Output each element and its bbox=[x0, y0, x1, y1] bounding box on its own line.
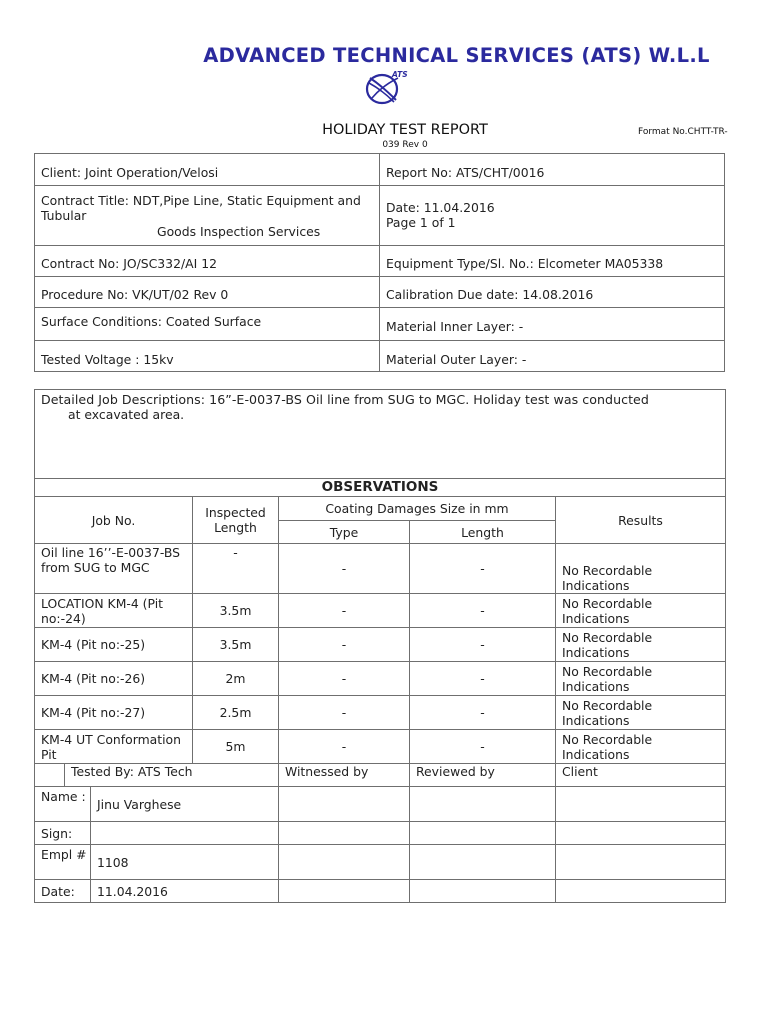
col-coating-damages: Coating Damages Size in mm bbox=[279, 497, 556, 521]
row-length: - bbox=[410, 730, 556, 764]
outer-layer-text: Material Outer Layer: - bbox=[386, 352, 527, 367]
client-sign bbox=[556, 822, 726, 845]
contract-title-continued: Goods Inspection Services bbox=[157, 223, 321, 239]
col-job-no: Job No. bbox=[35, 497, 193, 544]
procedure-cell bbox=[35, 277, 380, 308]
signoff-sign-row bbox=[35, 822, 726, 845]
surface-text: Surface Conditions: Coated Surface bbox=[41, 313, 262, 329]
row-job: KM-4 UT Conformation Pit bbox=[35, 730, 193, 764]
row-result: No Recordable Indications bbox=[556, 730, 726, 764]
signoff-corner bbox=[35, 764, 193, 787]
sign-label: Sign: bbox=[35, 822, 91, 844]
table-row bbox=[35, 696, 726, 730]
voltage-cell bbox=[35, 341, 380, 372]
row-type: - bbox=[279, 544, 410, 594]
reviewer-date bbox=[410, 880, 556, 903]
row-length: - bbox=[410, 662, 556, 696]
client-empl bbox=[556, 845, 726, 880]
col-type: Type bbox=[279, 521, 410, 544]
row-inspected: - bbox=[193, 544, 279, 594]
format-revision: 039 Rev 0 bbox=[382, 140, 428, 150]
inner-layer-cell bbox=[380, 308, 725, 341]
tested-by-label: Tested By: ATS Tech bbox=[70, 764, 193, 779]
signoff-date-row bbox=[35, 880, 726, 903]
date-cell bbox=[35, 880, 279, 903]
outer-layer-cell bbox=[380, 341, 725, 372]
signoff-name-row bbox=[35, 787, 726, 822]
reviewer-empl bbox=[410, 845, 556, 880]
witnessed-by-label: Witnessed by bbox=[279, 764, 410, 787]
row-result: No Recordable Indications bbox=[556, 628, 726, 662]
contract-title-cell bbox=[35, 186, 380, 246]
report-title: HOLIDAY TEST REPORT bbox=[322, 122, 488, 138]
report-no-cell bbox=[380, 154, 725, 186]
client-text: Client: Joint Operation/Velosi bbox=[41, 165, 219, 180]
row-length: - bbox=[410, 594, 556, 628]
col-inspected-length: Inspected Length bbox=[193, 497, 279, 544]
table-row bbox=[35, 594, 726, 628]
col-results: Results bbox=[556, 497, 726, 544]
empl-cell bbox=[35, 845, 279, 880]
row-type: - bbox=[279, 594, 410, 628]
row-result: No Recordable Indications bbox=[556, 594, 726, 628]
empl-label: Empl # bbox=[35, 845, 91, 879]
empl-value: 1108 bbox=[97, 854, 129, 870]
contract-title-text: Contract Title: NDT,Pipe Line, Static Equipment and Tubular bbox=[41, 192, 361, 223]
row-inspected: 5m bbox=[193, 730, 279, 764]
report-no-text: Report No: ATS/CHT/0016 bbox=[386, 165, 545, 180]
name-cell bbox=[35, 787, 279, 822]
row-length: - bbox=[410, 696, 556, 730]
tested-by-cont bbox=[193, 764, 279, 787]
procedure-text: Procedure No: VK/UT/02 Rev 0 bbox=[41, 287, 229, 302]
equipment-cell bbox=[380, 246, 725, 277]
witness-sign bbox=[279, 822, 410, 845]
row-type: - bbox=[279, 696, 410, 730]
observations-title: OBSERVATIONS bbox=[35, 479, 726, 497]
format-number: Format No.CHTT-TR- bbox=[638, 127, 728, 137]
reviewer-name bbox=[410, 787, 556, 822]
row-job: KM-4 (Pit no:-27) bbox=[35, 696, 193, 730]
row-type: - bbox=[279, 730, 410, 764]
client-sign-label: Client bbox=[556, 764, 726, 787]
company-name: ADVANCED TECHNICAL SERVICES (ATS) W.L.L bbox=[203, 44, 710, 67]
sign-cell bbox=[35, 822, 279, 845]
table-row bbox=[35, 628, 726, 662]
row-job: KM-4 (Pit no:-26) bbox=[35, 662, 193, 696]
row-result: No Recordable Indications bbox=[556, 662, 726, 696]
ats-logo bbox=[364, 68, 416, 106]
report-info-table bbox=[34, 153, 725, 372]
contract-no-cell bbox=[35, 246, 380, 277]
row-job: KM-4 (Pit no:-25) bbox=[35, 628, 193, 662]
date-label: Date: bbox=[35, 880, 91, 902]
row-inspected: 3.5m bbox=[193, 628, 279, 662]
client-name bbox=[556, 787, 726, 822]
table-row bbox=[35, 730, 726, 764]
row-type: - bbox=[279, 662, 410, 696]
voltage-text: Tested Voltage : 15kv bbox=[41, 352, 174, 367]
equipment-text: Equipment Type/Sl. No.: Elcometer MA05338 bbox=[386, 256, 664, 271]
name-label: Name : bbox=[35, 787, 91, 821]
contract-no-text: Contract No: JO/SC332/AI 12 bbox=[41, 256, 217, 271]
job-description-line2: at excavated area. bbox=[68, 407, 185, 422]
reviewer-sign bbox=[410, 822, 556, 845]
row-length: - bbox=[410, 544, 556, 594]
report-date: Date: 11.04.2016 bbox=[386, 200, 495, 215]
date-cell bbox=[380, 186, 725, 246]
client-cell bbox=[35, 154, 380, 186]
surface-cell bbox=[35, 308, 380, 341]
calibration-cell bbox=[380, 277, 725, 308]
inner-layer-text: Material Inner Layer: - bbox=[386, 318, 524, 334]
svg-text:ATS: ATS bbox=[392, 70, 408, 79]
row-result: No Recordable Indications bbox=[556, 696, 726, 730]
client-date bbox=[556, 880, 726, 903]
witness-date bbox=[279, 880, 410, 903]
table-row bbox=[35, 544, 726, 594]
date-value: 11.04.2016 bbox=[97, 883, 168, 899]
row-length: - bbox=[410, 628, 556, 662]
page-number: Page 1 of 1 bbox=[386, 215, 456, 230]
observations-table bbox=[34, 389, 726, 903]
reviewed-by-label: Reviewed by bbox=[410, 764, 556, 787]
row-inspected: 2.5m bbox=[193, 696, 279, 730]
row-inspected: 3.5m bbox=[193, 594, 279, 628]
witness-empl bbox=[279, 845, 410, 880]
name-value: Jinu Varghese bbox=[97, 796, 182, 812]
row-type: - bbox=[279, 628, 410, 662]
signoff-empl-row bbox=[35, 845, 726, 880]
row-inspected: 2m bbox=[193, 662, 279, 696]
row-job: LOCATION KM-4 (Pit no:-24) bbox=[35, 594, 193, 628]
col-length: Length bbox=[410, 521, 556, 544]
row-result: No Recordable Indications bbox=[556, 544, 726, 594]
calibration-text: Calibration Due date: 14.08.2016 bbox=[386, 287, 594, 302]
job-description-line1: Detailed Job Descriptions: 16”-E-0037-BS Oil line from SUG to MGC. Holiday test was conducted bbox=[41, 392, 649, 407]
table-row bbox=[35, 662, 726, 696]
job-description bbox=[35, 390, 726, 479]
signoff-header-row bbox=[35, 764, 726, 787]
witness-name bbox=[279, 787, 410, 822]
row-job: Oil line 16’’-E-0037-BS from SUG to MGC bbox=[35, 544, 193, 594]
